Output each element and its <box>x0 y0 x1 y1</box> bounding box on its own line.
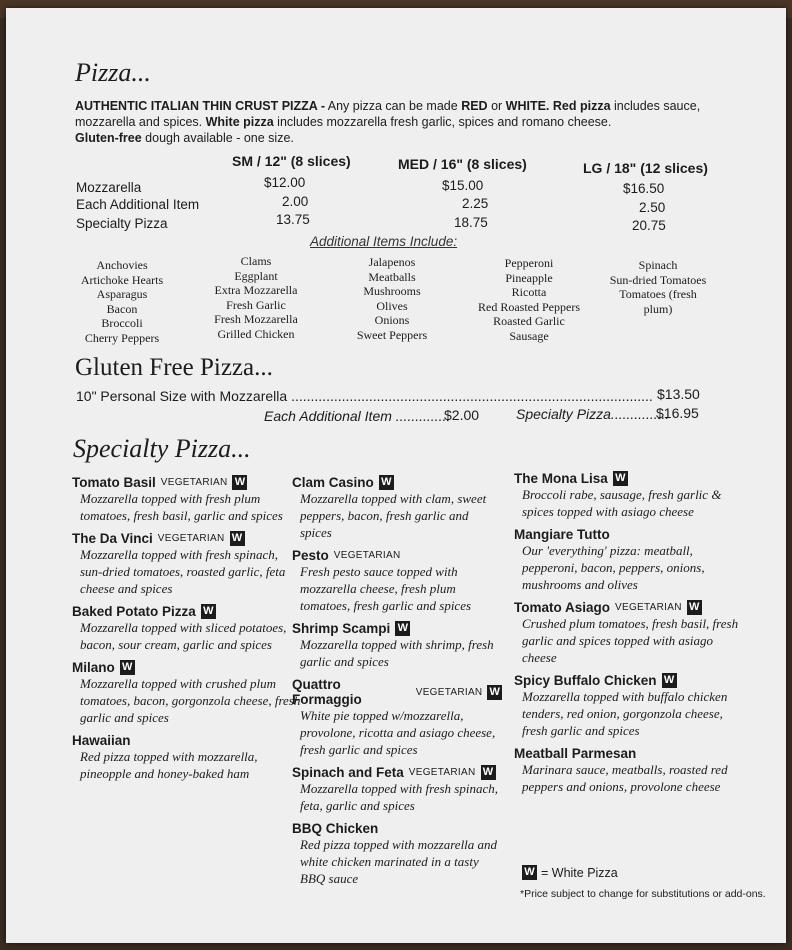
price-sm-specialty: 13.75 <box>276 212 310 227</box>
price-note: *Price subject to change for substitutions or add-ons. <box>520 888 766 900</box>
vegetarian-tag: VEGETARIAN <box>160 477 228 488</box>
price-lg-additional: 2.50 <box>639 200 666 215</box>
list-item: Mushrooms <box>363 284 421 299</box>
additional-items-column <box>332 255 452 343</box>
list-item: plum) <box>643 301 673 316</box>
white-pizza-badge: W <box>120 660 135 675</box>
item-header <box>292 621 502 636</box>
white-pizza-badge: W <box>487 685 502 700</box>
item-description: Mozzarella topped with sliced potatoes, bacon, sour cream, garlic and spices <box>80 620 287 652</box>
item-name: The Da Vinci <box>72 531 153 546</box>
list-item: Spinach <box>638 258 678 272</box>
intro-red-pizza: Red pizza <box>549 99 611 113</box>
item-description: Fresh pesto sauce topped with mozzarella cheese, fresh plum tomatoes, fresh garlic and spices <box>300 564 472 613</box>
item-header <box>514 471 749 486</box>
list-item: Broccoli <box>101 316 143 331</box>
price-lg-specialty: 20.75 <box>632 218 666 233</box>
gluten-free-specialty: Specialty Pizza............... <box>516 406 670 422</box>
gluten-free-each-additional: Each Additional Item .............. <box>264 408 451 424</box>
vegetarian-tag: VEGETARIAN <box>157 533 225 544</box>
row-label-additional: Each Additional Item <box>76 197 200 212</box>
item-header <box>292 548 502 563</box>
white-pizza-badge: W <box>230 531 245 546</box>
intro-lead: AUTHENTIC ITALIAN THIN CRUST PIZZA - <box>75 99 325 113</box>
row-label-mozzarella: Mozzarella <box>76 180 142 195</box>
vegetarian-tag: VEGETARIAN <box>333 550 401 561</box>
list-item: Ricotta <box>511 285 547 300</box>
item-name: Clam Casino <box>292 475 374 490</box>
list-item <box>514 673 749 739</box>
intro-white: WHITE. <box>505 99 550 113</box>
additional-items-title: Additional Items Include: <box>310 234 458 249</box>
item-name: Meatball Parmesan <box>514 746 637 761</box>
list-item <box>292 475 502 541</box>
list-item <box>292 548 502 614</box>
item-description: Marinara sauce, meatballs, roasted red peppers and onions, provolone cheese <box>522 762 728 794</box>
list-item <box>514 746 749 795</box>
specialty-column <box>72 475 302 789</box>
list-item <box>514 471 749 520</box>
item-header <box>514 600 749 615</box>
intro-line2a: mozzarella and spices. <box>75 115 206 129</box>
list-item: Sausage <box>509 328 549 343</box>
size-header-med: MED / 16" (8 slices) <box>398 156 527 172</box>
item-header <box>72 660 302 675</box>
item-header <box>72 475 302 490</box>
list-item: Red Roasted Peppers <box>478 299 580 314</box>
item-description: Mozzarella topped with fresh spinach, sun-dried tomatoes, roasted garlic, feta cheese and spices <box>80 547 286 596</box>
list-item: Jalapenos <box>368 255 416 269</box>
price-sm-mozzarella: $12.00 <box>264 175 306 190</box>
size-header-lg: LG / 18" (12 slices) <box>583 160 708 176</box>
pizza-section-title: Pizza... <box>75 58 151 87</box>
price-sm-additional: 2.00 <box>282 194 309 209</box>
price-med-specialty: 18.75 <box>454 215 488 230</box>
item-name: Mangiare Tutto <box>514 527 610 542</box>
gluten-free-personal-price: $13.50 <box>657 386 700 402</box>
list-item: Cherry Peppers <box>84 330 160 345</box>
list-item <box>292 765 502 814</box>
price-med-additional: 2.25 <box>462 196 489 211</box>
item-name: Hawaiian <box>72 733 131 748</box>
item-header <box>292 821 502 836</box>
list-item: Pineapple <box>505 270 553 285</box>
legend-label: = White Pizza <box>541 865 618 880</box>
intro-gluten-free: Gluten-free <box>75 131 142 145</box>
item-name: Shrimp Scampi <box>292 621 391 636</box>
item-header <box>292 765 502 780</box>
item-description: Mozzarella topped with fresh plum tomatoes, fresh basil, garlic and spices <box>80 491 283 523</box>
list-item: Meatballs <box>368 269 416 284</box>
intro-line2b: includes mozzarella fresh garlic, spices and romano cheese. <box>273 115 612 129</box>
item-name: Quattro Formaggio <box>292 677 362 707</box>
item-description: Mozzarella topped with shrimp, fresh garlic and spices <box>300 637 494 669</box>
additional-items-column <box>196 254 316 342</box>
list-item <box>292 677 502 758</box>
intro-red: RED <box>461 99 488 113</box>
item-description: Mozzarella topped with fresh spinach, feta, garlic and spices <box>300 781 499 813</box>
item-name: Tomato Asiago <box>514 600 611 615</box>
item-description: Our 'everything' pizza: meatball, pepperoni, bacon, peppers, onions, mushrooms and olives <box>522 543 705 592</box>
specialty-column <box>292 475 502 894</box>
item-description: Red pizza topped with mozzarella, pineopple and honey-baked ham <box>80 749 258 781</box>
list-item <box>514 527 749 593</box>
list-item: Anchovies <box>96 258 148 272</box>
list-item <box>72 475 302 524</box>
list-item: Clams <box>240 254 272 268</box>
list-item <box>72 604 302 653</box>
item-description: White pie topped w/mozzarella, provolone, ricotta and asiago cheese, fresh garlic and spices <box>300 708 496 757</box>
list-item: Roasted Garlic <box>493 314 565 329</box>
list-item <box>292 621 502 670</box>
item-header <box>514 673 749 688</box>
vegetarian-tag: VEGETARIAN <box>415 686 483 698</box>
gluten-free-each-price: $2.00 <box>444 407 480 423</box>
item-header <box>72 733 302 748</box>
item-description: Red pizza topped with mozzarella and white chicken marinated in a tasty BBQ sauce <box>300 837 498 886</box>
item-header <box>514 527 749 542</box>
additional-items-column <box>62 258 182 346</box>
list-item: Onions <box>374 313 410 328</box>
list-item: Fresh Garlic <box>226 297 286 312</box>
item-description: Mozzarella topped with crushed plum tomatoes, bacon, gorgonzola cheese, fresh garlic and spices <box>80 676 301 725</box>
list-item: Artichoke Hearts <box>80 272 164 287</box>
item-name: The Mona Lisa <box>514 471 608 486</box>
item-description: Crushed plum tomatoes, fresh basil, fresh garlic and spices topped with asiago cheese <box>522 616 739 665</box>
white-pizza-badge: W <box>395 621 410 636</box>
list-item: Sun-dried Tomatoes <box>609 272 707 287</box>
item-description: Mozzarella topped with clam, sweet peppers, bacon, fresh garlic and spices <box>300 491 487 540</box>
list-item: Pepperoni <box>504 256 554 270</box>
vegetarian-tag: VEGETARIAN <box>615 602 682 613</box>
item-name: Tomato Basil <box>72 475 156 490</box>
white-pizza-badge: W <box>613 471 628 486</box>
white-pizza-badge: W <box>201 604 216 619</box>
additional-items-column <box>464 256 594 344</box>
gluten-free-title: Gluten Free Pizza... <box>75 354 273 381</box>
item-header <box>72 531 302 546</box>
list-item: Olives <box>376 298 408 313</box>
list-item: Sweet Peppers <box>356 327 428 342</box>
item-name: BBQ Chicken <box>292 821 379 836</box>
additional-items-column <box>596 258 720 316</box>
white-pizza-legend <box>522 865 618 880</box>
item-name: Spinach and Feta <box>292 765 404 780</box>
intro-text: Any pizza can be made <box>324 99 462 113</box>
list-item <box>72 531 302 597</box>
list-item: Grilled Chicken <box>217 326 295 341</box>
item-header <box>514 746 749 761</box>
item-description: Mozzarella topped with buffalo chicken tenders, red onion, gorgonzola cheese, fresh garlic and spices <box>522 689 728 738</box>
list-item: Eggplant <box>234 268 278 283</box>
list-item <box>72 733 302 782</box>
list-item: Fresh Mozzarella <box>214 312 298 327</box>
specialty-column <box>514 471 749 802</box>
white-pizza-badge: W <box>232 475 247 490</box>
white-pizza-badge: W <box>522 865 537 880</box>
specialty-section-title: Specialty Pizza... <box>73 434 251 463</box>
white-pizza-badge: W <box>481 765 496 780</box>
list-item: Extra Mozzarella <box>214 283 298 298</box>
white-pizza-badge: W <box>687 600 702 615</box>
white-pizza-badge: W <box>662 673 677 688</box>
white-pizza-badge: W <box>379 475 394 490</box>
intro-or: or <box>487 99 506 113</box>
list-item: Asparagus <box>96 287 148 302</box>
intro-text-2: includes sauce, <box>610 99 701 113</box>
gluten-free-personal: 10" Personal Size with Mozzarella ............................................................................................. <box>76 388 653 404</box>
item-header <box>292 475 502 490</box>
intro-white-pizza: White pizza <box>205 115 274 129</box>
item-header <box>72 604 302 619</box>
item-name: Spicy Buffalo Chicken <box>514 673 657 688</box>
price-med-mozzarella: $15.00 <box>442 178 484 193</box>
pizza-intro <box>75 98 700 146</box>
list-item <box>72 660 302 726</box>
price-lg-mozzarella: $16.50 <box>623 181 665 196</box>
menu-page <box>6 8 786 943</box>
list-item <box>292 821 502 887</box>
intro-line3: dough available - one size. <box>141 131 294 145</box>
gluten-free-specialty-price: $16.95 <box>656 405 699 421</box>
row-label-specialty: Specialty Pizza <box>76 216 168 231</box>
item-description: Broccoli rabe, sausage, fresh garlic & spices topped with asiago cheese <box>522 487 722 519</box>
list-item <box>514 600 749 666</box>
vegetarian-tag: VEGETARIAN <box>408 767 476 778</box>
list-item: Bacon <box>106 301 138 316</box>
item-name: Pesto <box>292 548 329 563</box>
item-name: Baked Potato Pizza <box>72 604 196 619</box>
item-name: Milano <box>72 660 115 675</box>
size-header-sm: SM / 12" (8 slices) <box>232 153 351 169</box>
item-header <box>292 677 502 707</box>
list-item: Tomatoes (fresh <box>619 287 697 302</box>
